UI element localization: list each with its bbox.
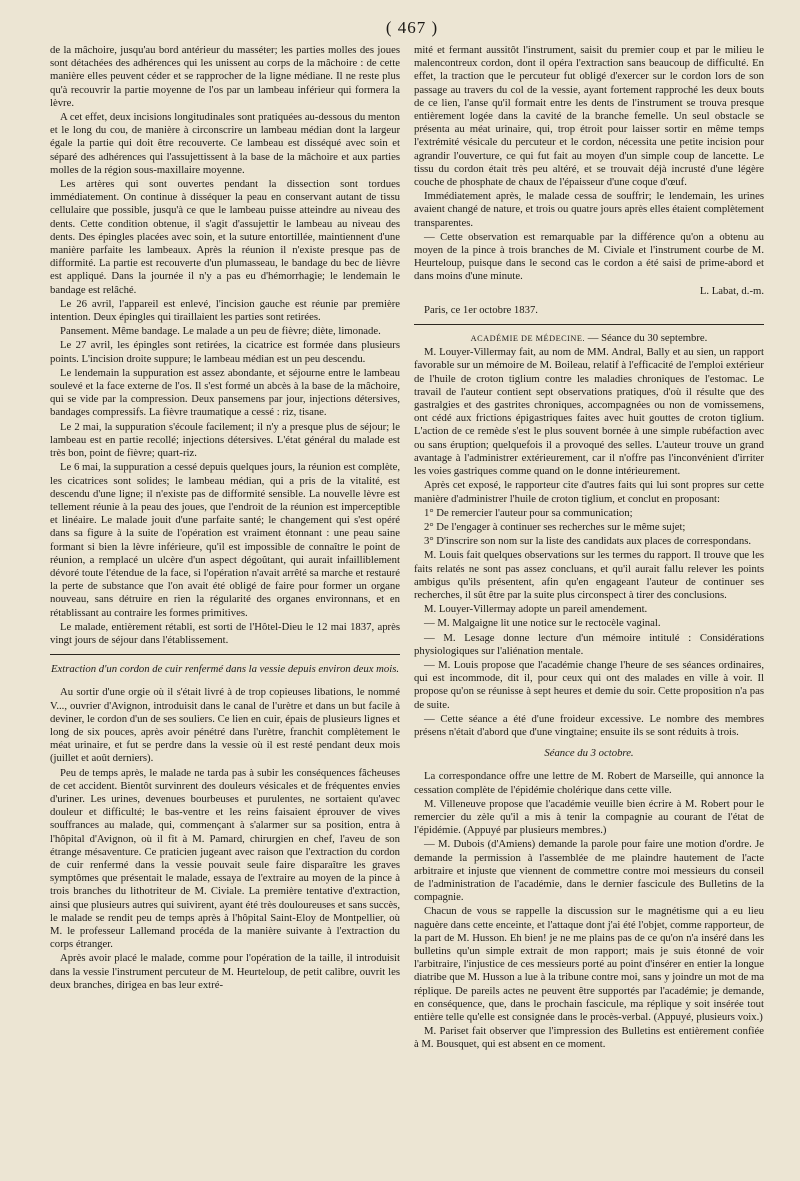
academy-session: — Séance du 30 septembre. bbox=[587, 332, 708, 345]
right-column bbox=[414, 44, 764, 1166]
academy-heading-line bbox=[414, 332, 764, 345]
divider bbox=[414, 324, 764, 325]
paragraph: Le 6 mai, la suppuration a cessé depuis quelques jours, la réunion est complète, les cicatrices sont solides; le lambeau médian, qui a pris de la vitalité, est descendu d'une ligne; il n'existe pas de difformité sensible. La nouvelle lèvre est tellement réunie à la peau des joues, que l'endroit de la réunion est imperceptible et linéaire. Le malade jouit d'une parfaite santé; le changement qui s'est opéré dans sa figure à la suite de l'opération est vraiment étonnant : une peau saine formant si bien la lèvre inférieure, qu'il est impossible de connaître le point de réunion, a remplacé un ulcère d'un aspect dégoûtant, qui aurait infailliblement dévoré toute l'étendue de la face, si l'opération n'avait arrêté sa marche et restauré la perte de substance que l'on avait été obligé de faire pour former un organe nouveau, sans détruire en rien la régularité des organes environnans, et en rétablissant au contraire les formes primitives. bbox=[50, 461, 400, 619]
article-title: Extraction d'un cordon de cuir renfermé dans la vessie depuis environ deux mois. bbox=[50, 663, 400, 676]
paragraph: — M. Louis propose que l'académie change l'heure de ses séances ordinaires, qui est incommode, dit il, pour ceux qui ont des malades en ville à voir. Il propose qu'on se réunisse à sept heures et demie du soir. Cette proposition n'a pas de suite. bbox=[414, 658, 764, 711]
divider bbox=[50, 654, 400, 655]
paragraph: M. Louyer-Villermay adopte un pareil amendement. bbox=[424, 603, 648, 616]
paragraph: Après avoir placé le malade, comme pour l'opération de la taille, il introduisit dans la vessie l'instrument percuteur de M. Heurteloup, de petit calibre, ouvrit les deux branches, dirigea en bas leur extré- bbox=[50, 952, 400, 991]
paragraph: La correspondance offre une lettre de M. Robert de Marseille, qui annonce la cessation complète de l'épidémie cholérique dans cette ville. bbox=[414, 770, 764, 796]
left-column bbox=[50, 44, 400, 1166]
paragraph: Le malade, entièrement rétabli, est sorti de l'Hôtel-Dieu le 12 mai 1837, après vingt jours de séjour dans l'établissement. bbox=[50, 620, 400, 646]
dateline: Paris, ce 1er octobre 1837. bbox=[424, 303, 538, 316]
paragraph: — M. Malgaigne lit une notice sur le rectocèle vaginal. bbox=[424, 617, 661, 630]
paragraph: Pansement. Même bandage. Le malade a un peu de fièvre; diète, limonade. bbox=[60, 325, 381, 338]
paragraph: Le lendemain la suppuration est assez abondante, et séjourne entre le lambeau soulevé et la face externe de l'os. Il s'est formé un abcès à la base de la mâchoire, qui se vide par la compression. Deux pansemens par jour, injections détersives, bandages compressifs. La fièvre traumatique a cessé : riz, tisane. bbox=[50, 366, 400, 419]
paragraph: — Cette observation est remarquable par la différence qu'on a obtenu au moyen de la pince à trois branches de M. Civiale et l'instrument courbe de M. Heurteloup, puisque dans le second cas le cordon a été saisi de prime-abord et dans moins d'une minute. bbox=[414, 230, 764, 283]
paragraph: mité et fermant aussitôt l'instrument, saisit du premier coup et par le milieu le malencontreux cordon, dont il opéra l'extraction sans beaucoup de difficulté. En effet, la traction que le percuteur fut obligé d'exercer sur le cordon lors de son passage au travers du col de la vessie, ayant fortement rapproché les deux bouts de ce lien, l'anse qu'il formait entre les dents de l'instrument se trouva presque entièrement logée dans la cavité de la branche femelle. Un seul obstacle se présenta au méat urinaire, qui, trop étroit pour laisser sortir en même temps l'extrémité vésicale du percuteur et le cordon, nécessita une petite incision pour agrandir l'ouverture, ce qui fut fait au moyen d'un simple coup de lancette. Le tissu du cordon était très peu altéré, et se trouvait déjà incrusté d'une légère couche de phosphate de chaux de l'épaisseur d'une coque d'œuf. bbox=[414, 44, 764, 189]
paragraph: Peu de temps après, le malade ne tarda pas à subir les conséquences fâcheuses de cet accident. Bientôt survinrent des douleurs vésicales et de fréquentes envies d'uriner. Les urines, devenues bourbeuses et purulentes, ne sortaient qu'avec douleur et difficulté; le bas-ventre et les reins faisaient éprouver de vives souffrances au malade, qui, commençant à s'alarmer sur sa position, entra à l'hôpital d'Avignon, où il fit à M. Pamard, chirurgien en chef, l'aveu de son étrange mésaventure. Ce praticien jugeant avec raison que l'extraction du cordon de cuir renfermé dans la vessie pouvait seule faire disparaître les graves symptômes que présentait le malade, essaya de l'extraire au moyen de la pince à trois branches du lithotriteur de M. Civiale. La première tentative d'extraction, ainsi que plusieurs autres qui suivirent, ayant été très douloureuses et sans succès, le malade se rendit peu de temps après à l'hôpital Saint-Eloy de Montpellier, où M. le professeur Lallemand procéda de la manière suivante à l'extraction du corps étranger. bbox=[50, 766, 400, 951]
paragraph: M. Villeneuve propose que l'académie veuille bien écrire à M. Robert pour le remercier du zèle qu'il a mis à tenir la compagnie au courant de l'état de l'épidémie. (Appuyé par plusieurs membres.) bbox=[414, 797, 764, 837]
list-item: 3° D'inscrire son nom sur la liste des candidats aux places de correspondans. bbox=[424, 535, 752, 548]
paragraph: — M. Dubois (d'Amiens) demande la parole pour faire une motion d'ordre. Je demande la permission à l'assemblée de me plaindre hautement de l'acte arbitraire et injuste que viennent de commettre contre moi messieurs du conseil de l'administration de l'académie, dans le dernier fascicule des Bulletins de la compagnie. bbox=[414, 838, 764, 904]
paragraph: Après cet exposé, le rapporteur cite d'autres faits qui lui sont propres sur cette manière d'administrer l'huile de croton tiglium, et conclut en proposant: bbox=[414, 479, 764, 505]
page-number: ( 467 ) bbox=[385, 18, 439, 37]
academy-heading: ACADÉMIE DE MÉDECINE. bbox=[470, 334, 586, 344]
paragraph: Le 27 avril, les épingles sont retirées, la cicatrice est formée dans plusieurs points. L'incision droite suppure; le lambeau médian est un peu descendu. bbox=[50, 339, 400, 365]
columns bbox=[50, 44, 774, 1166]
session-heading: Séance du 3 octobre. bbox=[544, 747, 634, 760]
paragraph: M. Louis fait quelques observations sur les termes du rapport. Il trouve que les faits relatés ne sont pas assez concluans, et qu'il aurait fallu relever les points ambigus qu'ils présentent, afin qu'en engageant l'auteur de continuer ses recherches, il sût être par la suite plus circonspect à tirer des conclusions. bbox=[414, 549, 764, 601]
paragraph: Immédiatement après, le malade cessa de souffrir; le lendemain, les urines avaient changé de nature, et trois ou quatre jours après elles étaient complètement transparentes. bbox=[414, 190, 764, 229]
paragraph: M. Louyer-Villermay fait, au nom de MM. Andral, Bally et au sien, un rapport favorable sur un mémoire de M. Boileau, relatif à l'efficacité de l'emploi extérieur de l'huile de croton tiglium contre les maladies chroniques de l'estomac. Le travail de l'auteur contient sept observations pratiques, d'où il résulte que des gastralgies et des gastrites chroniques, accompagnées ou non de vomissemens, ont cédé aux frictions épigastriques faites avec huit gouttes de croton tiglium. L'action de ce remède s'est le plus souvent bornée à une simple rubéfaction avec ou sans éruption; quelquefois il a provoqué des selles. L'auteur trouve un grand avantage à l'administrer extérieurement, car il n'offre pas l'inconvénient d'irriter les voies gastriques comme quand on le donne intérieurement. bbox=[414, 346, 764, 478]
signature: L. Labat, d.-m. bbox=[699, 284, 764, 297]
paragraph: M. Pariset fait observer que l'impression des Bulletins est entièrement confiée à M. Bousquet, qui est absent en ce moment. bbox=[414, 1025, 764, 1051]
paragraph: Le 2 mai, la suppuration s'écoule facilement; il n'y a presque plus de séjour; le lambeau est en partie recollé; injections détersives. L'état général du malade est très bon, point de fièvre; quart-riz. bbox=[50, 420, 400, 460]
paragraph: Les artères qui sont ouvertes pendant la dissection sont tordues immédiatement. On continue à disséquer la peau en conservant autant de tissu cellulaire que possible, jusqu'à ce que le lambeau puisse atteindre au niveau des dents. Cette condition obtenue, il s'agit d'assujettir le lambeau au niveau des dents. Des épingles placées avec soin, et la suture entortillée, maintiennent d'une manière parfaite les lambeaux. Après la réunion il n'existe presque pas de difformité. La partie est recouverte d'un plumasseau, le bandage du bec de lièvre est appliqué. Dans la journée il n'y a pas eu d'hémorrhagie; le lendemain le bandage est relâché. bbox=[50, 178, 400, 296]
paragraph: — Cette séance a été d'une froideur excessive. Le nombre des membres présens n'était d'abord que d'une vingtaine; ensuite ils se sont réduits à trois. bbox=[414, 712, 764, 738]
paragraph: de la mâchoire, jusqu'au bord antérieur du masséter; les parties molles des joues sont détachées des adhérences qui les unissent au corps de la mâchoire : de cette manière elles peuvent céder et se rapprocher de la ligne médiane. Il ne reste plus qu'à recouvrir la partie moyenne de l'os par un lambeau inférieur qui formera la lèvre. bbox=[50, 44, 400, 109]
paragraph: Le 26 avril, l'appareil est enlevé, l'incision gauche est réunie par première intention. Deux épingles qui tiraillaient les parties sont retirées. bbox=[50, 297, 400, 324]
paragraph: Au sortir d'une orgie où il s'était livré à de trop copieuses libations, le nommé V..., ouvrier d'Avignon, introduisit dans le canal de l'urètre et dans un but facile à deviner, le cordon d'un de ses souliers. Ce lien en cuir, épais de plusieurs lignes et long de six pouces, après avoir pénétré dans l'urètre, franchit complètement le méat urinaire, et fut se perdre dans la vessie où il est resté pendant deux mois (juillet et août derniers). bbox=[50, 686, 400, 765]
paragraph: Chacun de vous se rappelle la discussion sur le magnétisme qui a eu lieu naguère dans cette enceinte, et l'attaque dont j'ai été l'objet, comme rapporteur, de la part de M. Husson. Eh bien! je ne me plains pas de ce qu'on n'a inséré dans les bulletins qu'un simple extrait de mon rapport; mais je suis étonné de voir l'arbitraire, l'injustice de ces messieurs porté au point d'insérer en entier la longue diatribe que M. Husson a lue à la tribune contre moi, sans y joindre un mot de ma réplique. De pareils actes ne peuvent être supportés par l'académie; je demande, en conséquence, que, dans le prochain fascicule, ma réplique y soit insérée tout entière telle qu'elle est consignée dans le procès-verbal. (Appuyé, plusieurs voix.) bbox=[414, 905, 764, 1024]
list-item: 1° De remercier l'auteur pour sa communication; bbox=[424, 506, 633, 519]
list-item: 2° De l'engager à continuer ses recherches sur le même sujet; bbox=[424, 520, 686, 533]
paragraph: — M. Lesage donne lecture d'un mémoire intitulé : Considérations physiologiques sur l'aliénation mentale. bbox=[414, 631, 764, 657]
paragraph: A cet effet, deux incisions longitudinales sont pratiquées au-dessous du menton et le long du cou, de manière à circonscrire un lambeau médian dont la largeur égale la partie qui doit être recouverte. Ce lambeau est disséqué avec soin et séparé des adhérences qui l'assujettissent à la base de la mâchoire et aux parties molles de la région sous-maxillaire moyenne. bbox=[50, 111, 400, 176]
